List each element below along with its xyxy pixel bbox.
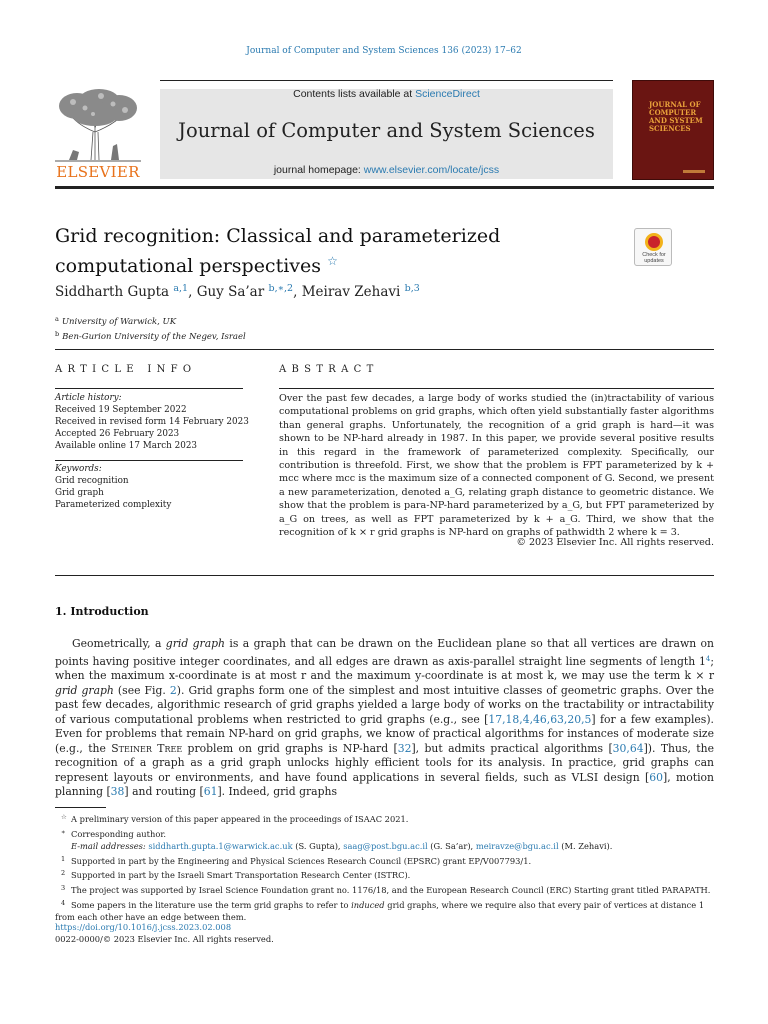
issn-copyright: 0022-0000/© 2023 Elsevier Inc. All rights reserved. bbox=[55, 934, 274, 944]
journal-cover-thumbnail[interactable] bbox=[632, 80, 714, 180]
article-info-heading: ARTICLE INFO bbox=[55, 364, 197, 375]
footnote-text: Some papers in the literature use the term grid graphs to refer to bbox=[71, 899, 352, 910]
cover-title: JOURNAL OF COMPUTER AND SYSTEM SCIENCES bbox=[649, 100, 703, 133]
footnote bbox=[55, 811, 714, 826]
history-item: Received in revised form 14 February 2023 bbox=[55, 417, 249, 427]
homepage-prefix: journal homepage: bbox=[273, 164, 364, 176]
footnote-text: The project was supported by Israel Science Foundation grant no. 1176/18, and the European Research Council (ERC) Starting grant titled PARAPATH. bbox=[71, 884, 711, 895]
emphasis: grid graph bbox=[55, 683, 114, 697]
homepage-link[interactable]: www.elsevier.com/locate/jcss bbox=[363, 164, 500, 176]
citation-link[interactable]: 32 bbox=[397, 741, 412, 755]
text-run: ; when the maximum x-coordinate is at most r and the maximum y-coordinate is at most k, we may use the term k × r bbox=[55, 654, 714, 682]
problem-name: Steiner Tree bbox=[111, 741, 183, 755]
journal-homepage bbox=[160, 164, 613, 176]
emphasis: grid graph bbox=[165, 637, 225, 650]
text-run: is a graph that can be drawn on the Euclidean plane so that all vertices are drawn on points having positive integer coordinates, and all edges are drawn as axis-parallel straight line segments of length 1 bbox=[55, 637, 715, 668]
intro-paragraph bbox=[55, 637, 714, 800]
footnote-text: Supported in part by the Israeli Smart Transportation Research Center (ISTRC). bbox=[71, 870, 411, 881]
citation-link[interactable]: 61 bbox=[203, 785, 218, 798]
text-run: ] and routing [ bbox=[124, 785, 204, 798]
author-name: Guy Sa’ar bbox=[196, 284, 265, 300]
affiliation-text: University of Warwick, UK bbox=[61, 317, 177, 327]
abstract-heading: ABSTRACT bbox=[279, 364, 379, 375]
text-run: ], motion planning [ bbox=[55, 770, 714, 798]
contents-availability bbox=[160, 88, 613, 100]
affiliation-line bbox=[55, 313, 246, 328]
author-affiliation-mark[interactable]: b,∗,2 bbox=[268, 283, 294, 294]
history-item: Available online 17 March 2023 bbox=[55, 441, 198, 451]
masthead-bottom-rule bbox=[55, 186, 714, 189]
doi-link[interactable]: https://doi.org/10.1016/j.jcss.2023.02.008 bbox=[55, 922, 232, 932]
email-link[interactable]: meiravze@bgu.ac.il bbox=[475, 841, 559, 852]
section-heading: 1. Introduction bbox=[55, 605, 149, 618]
footnote-emails bbox=[55, 840, 714, 853]
abstract-rule bbox=[279, 388, 714, 389]
text-run: (see Fig. bbox=[113, 683, 170, 697]
footnote bbox=[55, 897, 714, 924]
citation-link[interactable]: 38 bbox=[110, 785, 125, 798]
email-owner: (S. Gupta), bbox=[292, 841, 344, 852]
footnote-mark: ∗ bbox=[61, 827, 66, 836]
figure-ref[interactable]: 2 bbox=[169, 683, 177, 697]
email-label: E-mail addresses: bbox=[71, 841, 146, 852]
text-run: problem on grid graphs is NP-hard [ bbox=[182, 741, 398, 755]
footnote-mark: ☆ bbox=[61, 813, 67, 821]
author-name: Siddharth Gupta bbox=[55, 284, 170, 300]
contents-prefix: Contents lists available at bbox=[293, 88, 416, 100]
journal-title: Journal of Computer and System Sciences bbox=[178, 119, 595, 142]
cover-footer-mark bbox=[683, 170, 705, 173]
sciencedirect-link[interactable]: ScienceDirect bbox=[415, 88, 480, 100]
history-label: Article history: bbox=[55, 393, 122, 403]
paper-title-text: Grid recognition: Classical and parameterized computational perspectives bbox=[55, 225, 501, 277]
keyword: Grid graph bbox=[55, 488, 104, 498]
history-item: Received 19 September 2022 bbox=[55, 405, 187, 415]
history-item: Accepted 26 February 2023 bbox=[55, 429, 180, 439]
author-affiliation-mark[interactable]: b,3 bbox=[404, 283, 420, 294]
citation-link[interactable]: 17,18,4,46,63,20,5 bbox=[488, 712, 592, 726]
text-run: Geometrically, a bbox=[72, 637, 166, 650]
affiliation-text: Ben-Gurion University of the Negev, Israel bbox=[62, 332, 246, 342]
section-divider bbox=[55, 575, 714, 576]
author-list: Siddharth Gupta $^{a,1}$, Guy Sa’ar $^{b,∗,2}$, Meirav Zehavi $^{b,3}$ bbox=[55, 283, 420, 300]
email-link[interactable]: saag@post.bgu.ac.il bbox=[343, 841, 428, 852]
paper-title bbox=[55, 224, 615, 279]
emphasis: induced bbox=[351, 899, 385, 910]
footnote-text: Corresponding author. bbox=[71, 828, 167, 839]
keywords bbox=[55, 463, 171, 511]
footnote-mark: 3 bbox=[61, 883, 66, 892]
publisher-wordmark: ELSEVIER bbox=[56, 163, 140, 181]
footnote-mark: 2 bbox=[61, 869, 66, 878]
text-run: ]. Indeed, grid graphs bbox=[217, 785, 338, 798]
section-divider bbox=[55, 349, 714, 350]
author-affiliation-mark[interactable]: a,1 bbox=[173, 283, 189, 294]
footnote-text: grid graphs, where we require also that every pair of vertices at distance 1 from each other have an edge between them. bbox=[55, 899, 705, 923]
abstract-body: Over the past few decades, a large body of works studied the (in)tractability of various computational problems on grid graphs, which often yield substantially faster algorithms than general graphs. Unfortunately, the recognition of a grid graph is hard—it was shown to be NP-hard already in 1987. In this paper, we provide several positive results in this regard in the framework of parameterized complexity. Specifically, our contribution is threefold. First, we show that the problem is FPT parameterized by k + mcc where mcc is the maximum size of a connected component of G. Second, we present a new parameterization, denoted a_G, relating graph distance to geometric distance. We show that the problem is para-NP-hard parameterized by a_G, but FPT parameterized by a_G on trees, as well as FPT parameterized by k + a_G. Third, we show that the recognition of k × r grid graphs is NP-hard on graphs of pathwidth 2 where k = 3. bbox=[279, 393, 714, 539]
footnotes bbox=[55, 811, 714, 924]
text-run: ] for a few examples). Even for problems that remain NP-hard on grid graphs, we know of practical algorithms for instances of moderate size (e.g., the bbox=[55, 712, 714, 755]
footnote-ref[interactable]: 4 bbox=[705, 654, 711, 663]
footnote bbox=[55, 882, 714, 897]
keyword: Grid recognition bbox=[55, 476, 129, 486]
title-footnote-mark[interactable]: ☆ bbox=[327, 254, 338, 268]
check-updates-icon bbox=[645, 233, 663, 251]
text-run: ). Grid graphs form one of the simplest and most intuitive classes of geometric graphs. Over the past few decades, algorithmic research of grid graphs yielded a large body of works on the tractability or intractability of various computational problems when restricted to grid graphs (e.g., see [ bbox=[55, 683, 714, 726]
footnote-rule bbox=[55, 807, 106, 808]
keywords-rule bbox=[55, 460, 243, 461]
affiliation-line bbox=[55, 328, 246, 343]
email-owner: (M. Zehavi). bbox=[558, 841, 613, 852]
affiliation-mark: b bbox=[55, 330, 60, 338]
email-link[interactable]: siddharth.gupta.1@warwick.ac.uk bbox=[148, 841, 293, 852]
citation-link[interactable]: 60 bbox=[649, 770, 663, 784]
footnote bbox=[55, 867, 714, 882]
journal-reference[interactable]: Journal of Computer and System Sciences 136 (2023) 17–62 bbox=[246, 46, 522, 56]
article-history bbox=[55, 392, 249, 452]
keywords-label: Keywords: bbox=[55, 464, 102, 474]
check-for-updates-badge[interactable] bbox=[634, 228, 672, 266]
text-run: ]). Thus, the recognition of a graph as a grid graph unlocks highly efficient tools for its analysis. In practice, grid graphs can represent layouts or environments, and have found applications in several fields, such as VLSI design [ bbox=[55, 741, 714, 784]
affiliations bbox=[55, 313, 246, 343]
footnote bbox=[55, 853, 714, 868]
keyword: Parameterized complexity bbox=[55, 500, 172, 510]
footnote-text: Supported in part by the Engineering and Physical Sciences Research Council (EPSRC) grant EP/V007793/1. bbox=[71, 855, 532, 866]
footnote bbox=[55, 826, 714, 841]
email-owner: (G. Sa’ar), bbox=[427, 841, 476, 852]
article-info-rule bbox=[55, 388, 243, 389]
check-updates-label: Check for updates bbox=[642, 252, 666, 264]
affiliation-mark: a bbox=[55, 315, 59, 323]
masthead-top-rule bbox=[160, 80, 613, 81]
footnote-mark: 1 bbox=[61, 854, 66, 863]
footnote-mark: 4 bbox=[61, 898, 66, 907]
citation-link[interactable]: 30,64 bbox=[612, 741, 644, 755]
abstract-copyright: © 2023 Elsevier Inc. All rights reserved. bbox=[516, 537, 714, 548]
footnote-text: A preliminary version of this paper appeared in the proceedings of ISAAC 2021. bbox=[71, 814, 409, 824]
text-run: ], but admits practical algorithms [ bbox=[411, 741, 613, 755]
author-name: Meirav Zehavi bbox=[301, 284, 401, 300]
